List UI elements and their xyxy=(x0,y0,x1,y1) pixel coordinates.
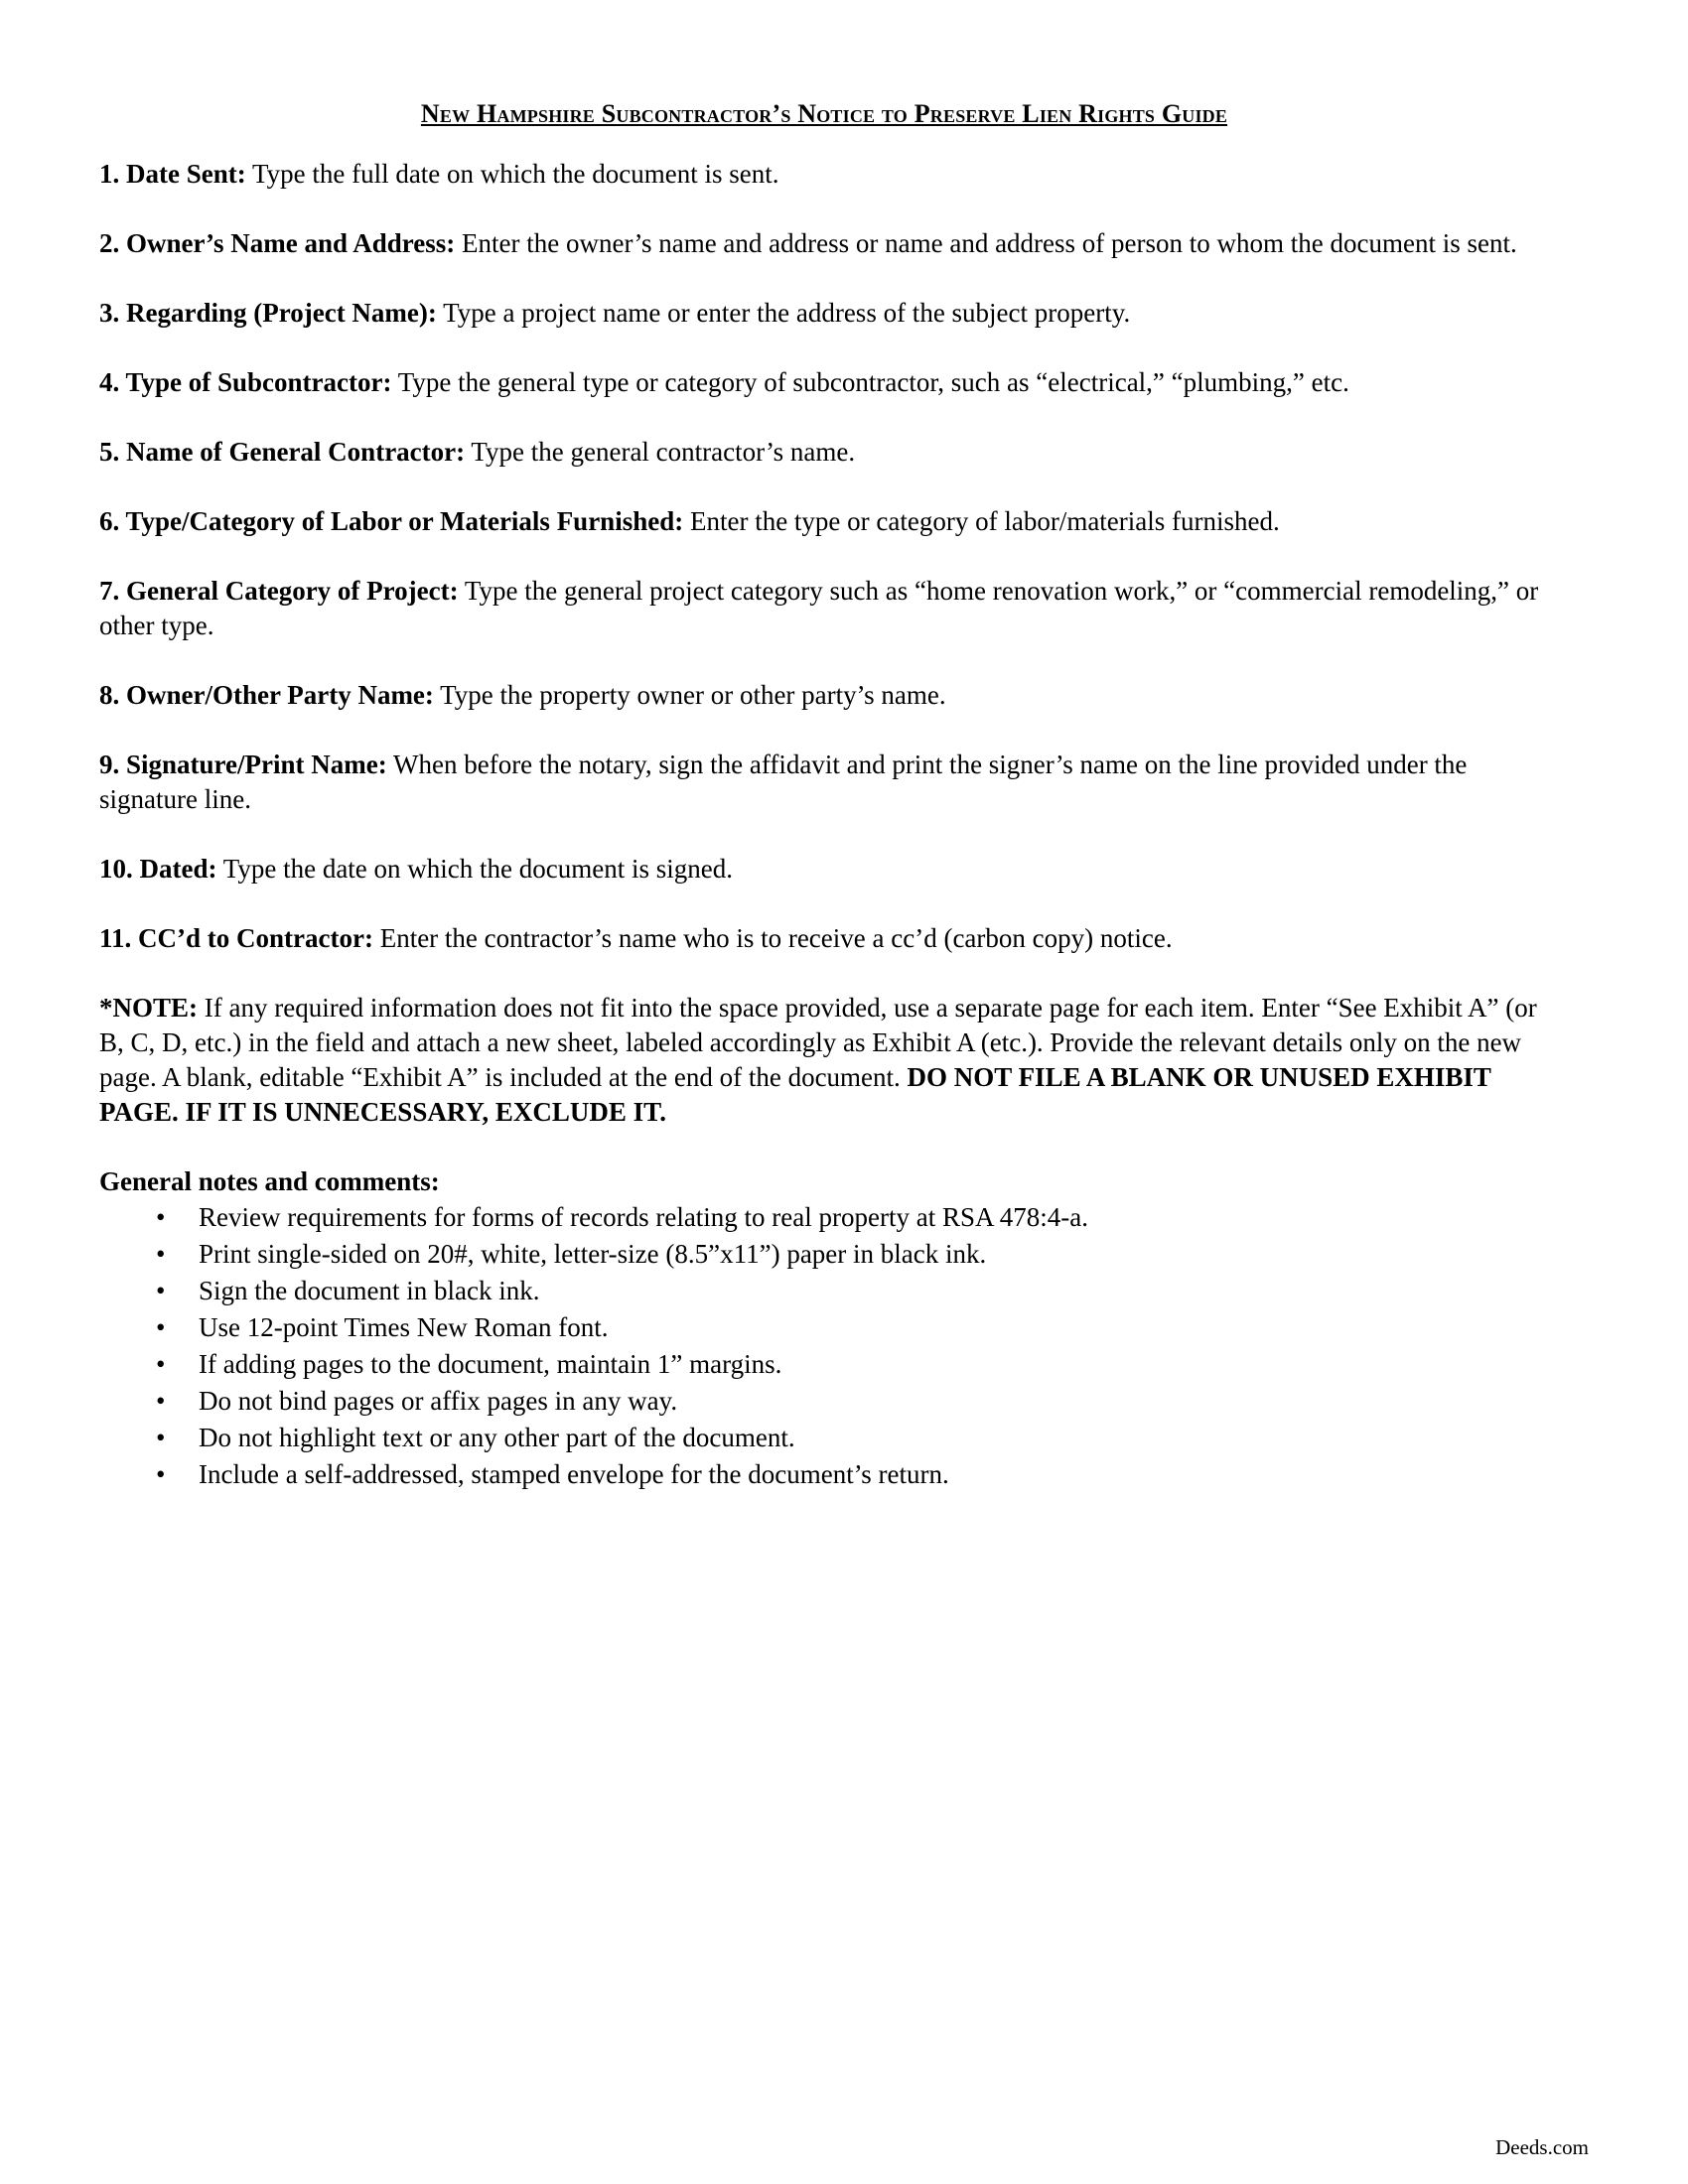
item-text: Type the full date on which the document is sent. xyxy=(245,159,779,189)
list-item xyxy=(99,1383,1549,1420)
guide-item-general-contractor xyxy=(99,435,1549,470)
list-item-text: Print single-sided on 20#, white, letter-size (8.5”x11”) paper in black ink. xyxy=(199,1239,987,1269)
bullet-icon: • xyxy=(156,1239,166,1269)
bullet-icon: • xyxy=(156,1202,166,1232)
item-label: 2. Owner’s Name and Address: xyxy=(99,228,456,258)
guide-item-date-sent xyxy=(99,157,1549,192)
list-item-text: Sign the document in black ink. xyxy=(199,1276,540,1305)
item-text: Enter the owner’s name and address or name and address of person to whom the document is sent. xyxy=(455,228,1517,258)
list-item xyxy=(99,1199,1549,1236)
list-item-text: Use 12-point Times New Roman font. xyxy=(199,1312,609,1342)
item-label: 10. Dated: xyxy=(99,854,217,884)
list-item-text: Include a self-addressed, stamped envelope for the document’s return. xyxy=(199,1459,949,1489)
list-item xyxy=(99,1236,1549,1273)
guide-item-owner-name-address xyxy=(99,226,1549,261)
page-title: New Hampshire Subcontractor’s Notice to Preserve Lien Rights Guide xyxy=(420,99,1228,128)
item-text: Type the general project category such as “home renovation work,” or “commercial remodeling,” or other type. xyxy=(99,576,1539,640)
item-text: Type the date on which the document is signed. xyxy=(216,854,733,884)
bullet-icon: • xyxy=(156,1459,166,1489)
item-label: 9. Signature/Print Name: xyxy=(99,750,387,779)
item-label: 4. Type of Subcontractor: xyxy=(99,367,392,397)
guide-item-signature xyxy=(99,748,1549,817)
list-item xyxy=(99,1309,1549,1346)
item-text: Type the general type or category of subcontractor, such as “electrical,” “plumbing,” etc. xyxy=(391,367,1349,397)
list-item-text: Do not bind pages or affix pages in any way. xyxy=(199,1386,678,1416)
item-label: 1. Date Sent: xyxy=(99,159,246,189)
item-label: 6. Type/Category of Labor or Materials Furnished: xyxy=(99,506,684,536)
guide-item-project-category xyxy=(99,574,1549,643)
bullet-icon: • xyxy=(156,1423,166,1452)
guide-item-labor-materials xyxy=(99,504,1549,539)
item-label: 8. Owner/Other Party Name: xyxy=(99,680,434,710)
bullet-icon: • xyxy=(156,1312,166,1342)
item-text: Enter the type or category of labor/materials furnished. xyxy=(683,506,1280,536)
guide-item-ccd-contractor xyxy=(99,921,1549,956)
document-page xyxy=(99,99,1549,1493)
list-item xyxy=(99,1273,1549,1309)
guide-item-type-of-subcontractor xyxy=(99,365,1549,400)
general-notes-list xyxy=(99,1199,1549,1493)
list-item xyxy=(99,1346,1549,1383)
guide-item-regarding xyxy=(99,296,1549,331)
item-label: 5. Name of General Contractor: xyxy=(99,437,466,467)
note-label: *NOTE: xyxy=(99,993,199,1023)
bullet-icon: • xyxy=(156,1349,166,1379)
list-item-text: Do not highlight text or any other part of the document. xyxy=(199,1423,795,1452)
footer-brand: Deeds.com xyxy=(1495,2135,1589,2159)
general-notes-heading: General notes and comments: xyxy=(99,1166,440,1196)
item-text: Type a project name or enter the address of the subject property. xyxy=(436,298,1131,328)
item-text: Type the general contractor’s name. xyxy=(465,437,856,467)
list-item xyxy=(99,1456,1549,1493)
item-label: 11. CC’d to Contractor: xyxy=(99,923,373,953)
item-text: Enter the contractor’s name who is to receive a cc’d (carbon copy) notice. xyxy=(372,923,1173,953)
note-emphasis: DO NOT FILE A BLANK OR UNUSED EXHIBIT PAGE. IF IT IS UNNECESSARY, EXCLUDE IT. xyxy=(99,1062,1491,1127)
guide-item-owner-other-party xyxy=(99,678,1549,713)
bullet-icon: • xyxy=(156,1386,166,1416)
item-label: 3. Regarding (Project Name): xyxy=(99,298,437,328)
bullet-icon: • xyxy=(156,1276,166,1305)
list-item-text: If adding pages to the document, maintain 1” margins. xyxy=(199,1349,782,1379)
list-item-text: Review requirements for forms of records relating to real property at RSA 478:4-a. xyxy=(199,1202,1088,1232)
item-label: 7. General Category of Project: xyxy=(99,576,459,606)
exhibit-note xyxy=(99,991,1549,1130)
guide-item-dated xyxy=(99,852,1549,887)
list-item xyxy=(99,1420,1549,1456)
item-text: Type the property owner or other party’s name. xyxy=(433,680,946,710)
note-text: If any required information does not fit into the space provided, use a separate page for each item. Enter “See Exhibit A” (or B, C, D, etc.) in the field and attach a new sheet, labeled accordingly as Exhibit A (etc.). Provide the relevant details only on the new page. A blank, editable “Exhibit A” is included at the end of the document. xyxy=(99,993,1537,1092)
item-text: When before the notary, sign the affidavit and print the signer’s name on the line provided under the signature line. xyxy=(99,750,1468,814)
